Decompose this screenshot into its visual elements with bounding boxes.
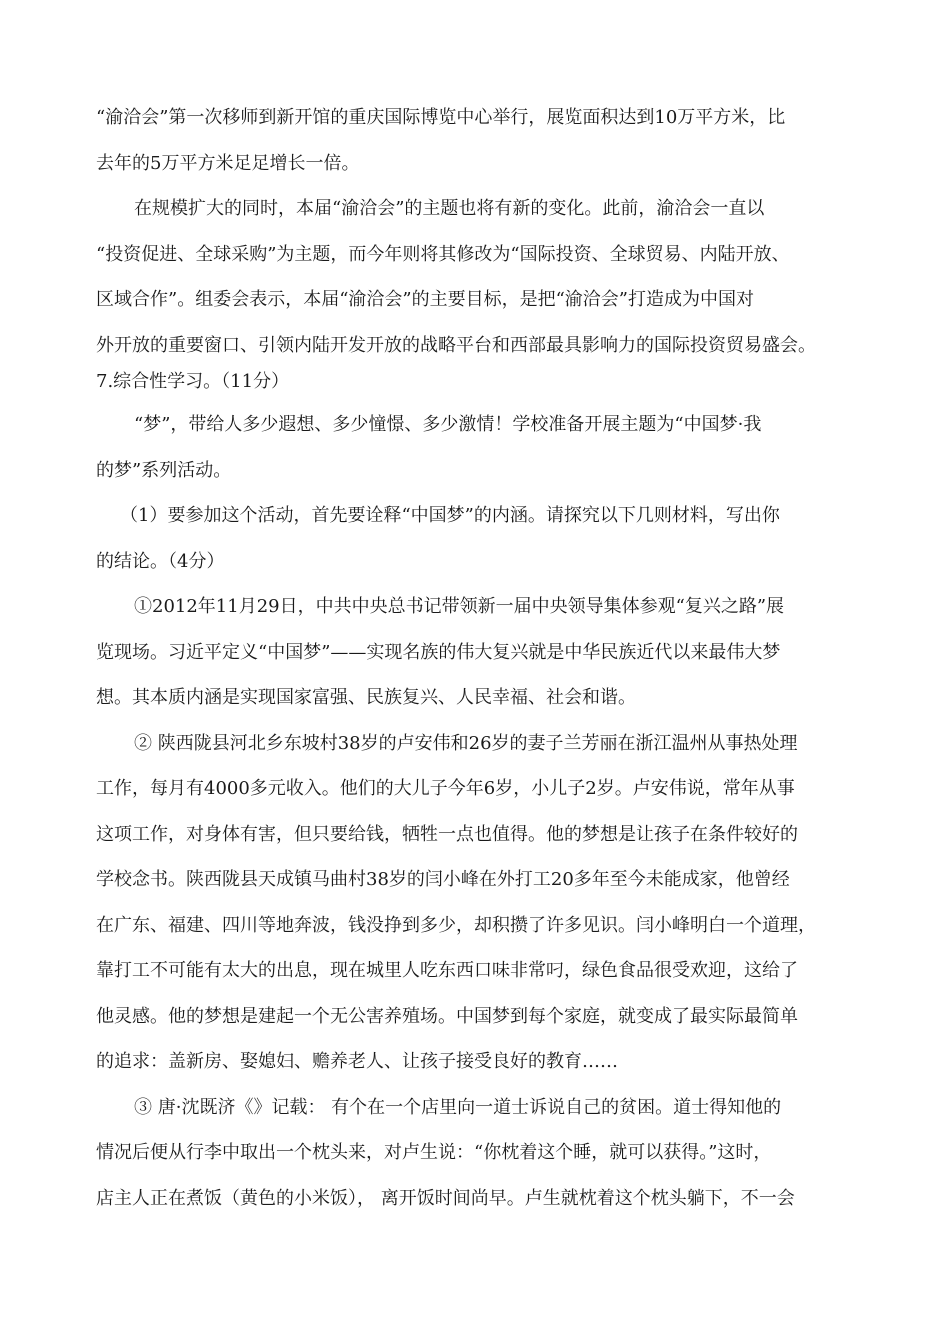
text-line: 他灵感。他的梦想是建起一个无公害养殖场。中国梦到每个家庭，就变成了最实际最简单 bbox=[96, 1005, 798, 1027]
text-line: “梦”，带给人多少遐想、多少憧憬、多少激情！学校准备开展主题为“中国梦·我 bbox=[134, 414, 762, 435]
material-1 bbox=[96, 584, 870, 721]
text-line: 情况后便从行李中取出一个枕头来，对卢生说：“你枕着这个睡，就可以获得。”这时， bbox=[96, 1142, 772, 1163]
text-line: 外开放的重要窗口、引领内陆开发开放的战略平台和西部最具影响力的国际投资贸易盛会。 bbox=[96, 334, 816, 356]
text-line: 在广东、福建、四川等地奔波，钱没挣到多少，却积攒了许多见识。闫小峰明白一个道理， bbox=[96, 914, 816, 936]
text-line: “投资促进、全球采购”为主题，而今年则将其修改为“国际投资、全球贸易、内陆开放、 bbox=[96, 243, 790, 265]
text-line: 的追求：盖新房、娶媳妇、赡养老人、让孩子接受良好的教育…… bbox=[96, 1051, 618, 1072]
text-line: 的结论。（4分） bbox=[96, 550, 225, 572]
paragraph-intro bbox=[96, 95, 870, 186]
text-line: 的梦”系列活动。 bbox=[96, 459, 232, 481]
text-line: （1）要参加这个活动，首先要诠释“中国梦”的内涵。请探究以下几则材料，写出你 bbox=[120, 505, 780, 526]
text-line: ② 陕西陇县河北乡东坡村38岁的卢安伟和26岁的妻子兰芳丽在浙江温州从事热处理 bbox=[134, 732, 798, 754]
text-line: 工作，每月有4000多元收入。他们的大儿子今年6岁，小儿子2岁。卢安伟说，常年从事 bbox=[96, 778, 795, 799]
sub-question-1 bbox=[96, 493, 870, 584]
text-line: 学校念书。陕西陇县天成镇马曲村38岁的闫小峰在外打工20多年至今未能成家，他曾经 bbox=[96, 869, 790, 890]
paragraph-theme bbox=[96, 186, 870, 368]
text-line: ③ 唐·沈既济《》记载： 有个在一个店里向一道士诉说自己的贫困。道士得知他的 bbox=[134, 1096, 782, 1118]
text-line: “渝洽会”第一次移师到新开馆的重庆国际博览中心举行，展览面积达到10万平方米，比 bbox=[96, 107, 786, 128]
text-line: 这项工作，对身体有害，但只要给钱，牺牲一点也值得。他的梦想是让孩子在条件较好的 bbox=[96, 823, 798, 845]
text-line: 区域合作”。组委会表示，本届“渝洽会”的主要目标，是把“渝洽会”打造成为中国对 bbox=[96, 289, 755, 310]
text-line: 店主人正在煮饭（黄色的小米饭）， 离开饭时间尚早。卢生就枕着这个枕头躺下，不一会 bbox=[96, 1187, 795, 1209]
text-line: 在规模扩大的同时，本届“渝洽会”的主题也将有新的变化。此前，渝洽会一直以 bbox=[134, 198, 765, 219]
text-line: 览现场。习近平定义“中国梦”——实现名族的伟大复兴就是中华民族近代以来最伟大梦 bbox=[96, 641, 781, 663]
question-title: 7.综合性学习。（11分） bbox=[96, 371, 290, 392]
text-line: 靠打工不可能有太大的出息，现在城里人吃东西口味非常叼，绿色食品很受欢迎，这给了 bbox=[96, 960, 798, 981]
text-line: 想。其本质内涵是实现国家富强、民族复兴、人民幸福、社会和谐。 bbox=[96, 687, 636, 708]
text-line: 去年的5万平方米足足增长一倍。 bbox=[96, 152, 360, 174]
material-2 bbox=[96, 721, 870, 1085]
paragraph-dream bbox=[96, 402, 870, 493]
question-7-heading bbox=[96, 364, 870, 400]
material-3 bbox=[96, 1085, 870, 1222]
text-line: ①2012年11月29日，中共中央总书记带领新一届中央领导集体参观“复兴之路”展 bbox=[134, 596, 785, 617]
